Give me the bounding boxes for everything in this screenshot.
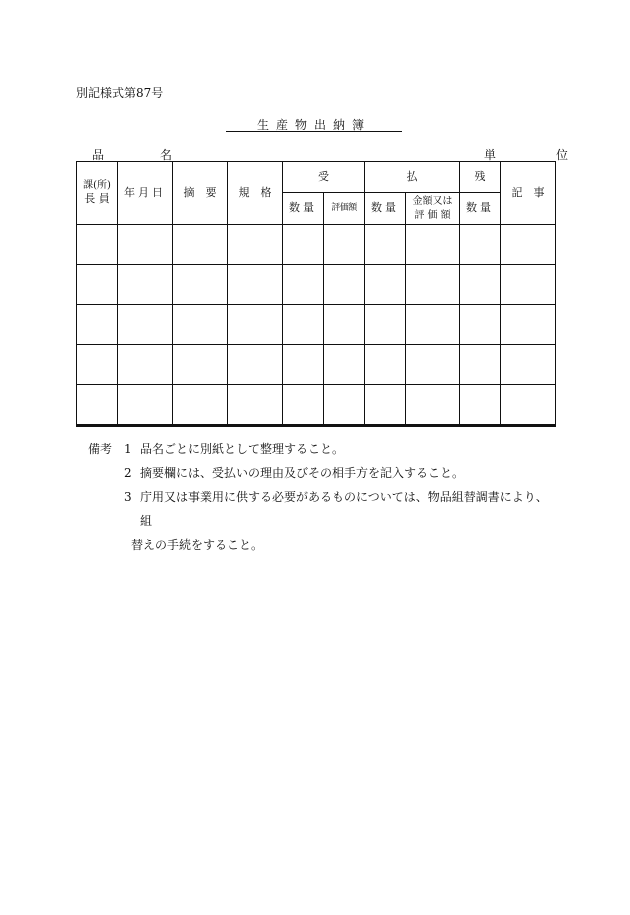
table-cell[interactable] — [228, 305, 283, 345]
table-cell[interactable] — [77, 345, 118, 385]
header-pay-amount-line2: 評 価 額 — [414, 209, 451, 221]
table-cell[interactable] — [283, 385, 324, 426]
table-cell[interactable] — [118, 305, 173, 345]
table-cell[interactable] — [118, 225, 173, 265]
table-cell[interactable] — [77, 225, 118, 265]
table-cell[interactable] — [501, 265, 556, 305]
table-cell[interactable] — [324, 305, 365, 345]
header-pay-amount-line1: 金額又は — [412, 196, 453, 207]
table-cell[interactable] — [283, 265, 324, 305]
table-cell[interactable] — [173, 305, 228, 345]
ledger-table — [76, 161, 556, 427]
note-number: 2 — [124, 466, 132, 480]
header-kacho-line1: 課(所) — [83, 179, 111, 191]
table-cell[interactable] — [365, 265, 406, 305]
note-text: 摘要欄には、受払いの理由及びその相手方を記入すること。 — [140, 466, 465, 480]
table-cell[interactable] — [228, 225, 283, 265]
header-balance: 残 — [460, 162, 501, 193]
table-row — [77, 385, 556, 426]
header-receive: 受 — [283, 162, 365, 193]
table-cell[interactable] — [118, 385, 173, 426]
table-row — [77, 345, 556, 385]
page-title: 生産物出納簿 — [256, 118, 371, 132]
table-cell[interactable] — [406, 265, 460, 305]
header-spec: 規 格 — [228, 162, 283, 225]
table-cell[interactable] — [324, 225, 365, 265]
header-pay: 払 — [365, 162, 460, 193]
header-pay-quantity: 数量 — [365, 193, 406, 225]
table-cell[interactable] — [406, 385, 460, 426]
table-cell[interactable] — [365, 305, 406, 345]
note-number: 3 — [124, 490, 132, 504]
title-underline — [226, 131, 402, 132]
header-balance-quantity: 数量 — [460, 193, 501, 225]
table-cell[interactable] — [365, 225, 406, 265]
table-cell[interactable] — [283, 345, 324, 385]
header-row-1 — [77, 162, 556, 193]
note-continuation: 替えの手続をすること。 — [131, 538, 264, 552]
table-cell[interactable] — [228, 265, 283, 305]
table-cell[interactable] — [118, 345, 173, 385]
table-cell[interactable] — [460, 265, 501, 305]
table-cell[interactable] — [406, 305, 460, 345]
table-cell[interactable] — [118, 265, 173, 305]
header-remarks: 記 事 — [501, 162, 556, 225]
table-cell[interactable] — [77, 385, 118, 426]
notes — [88, 437, 558, 557]
table-cell[interactable] — [365, 385, 406, 426]
header-pay-amount — [406, 193, 460, 225]
table-row — [77, 305, 556, 345]
note-item — [88, 485, 558, 533]
table-cell[interactable] — [324, 265, 365, 305]
unit-label: 単 位 — [484, 148, 593, 162]
table-cell[interactable] — [406, 345, 460, 385]
table-cell[interactable] — [324, 385, 365, 426]
table-cell[interactable] — [406, 225, 460, 265]
table-cell[interactable] — [460, 345, 501, 385]
table-cell[interactable] — [501, 345, 556, 385]
table-cell[interactable] — [460, 385, 501, 426]
header-summary: 摘 要 — [173, 162, 228, 225]
note-item — [88, 437, 558, 461]
header-kacho — [77, 162, 118, 225]
table-cell[interactable] — [501, 225, 556, 265]
table-cell[interactable] — [460, 225, 501, 265]
notes-heading: 備考 — [88, 442, 113, 456]
table-cell[interactable] — [365, 345, 406, 385]
table-cell[interactable] — [460, 305, 501, 345]
note-text: 品名ごとに別紙として整理すること。 — [140, 442, 345, 456]
table-cell[interactable] — [228, 385, 283, 426]
table-cell[interactable] — [324, 345, 365, 385]
table-cell[interactable] — [77, 305, 118, 345]
table-cell[interactable] — [173, 225, 228, 265]
table-cell[interactable] — [77, 265, 118, 305]
note-text: 庁用又は事業用に供する必要があるものについては、物品組替調書により、組 — [140, 490, 548, 528]
form-number: 別記様式第87号 — [76, 86, 164, 100]
table-row — [77, 265, 556, 305]
header-date: 年月日 — [118, 162, 173, 225]
table-cell[interactable] — [501, 305, 556, 345]
note-number: 1 — [124, 442, 132, 456]
item-name-label: 品 名 — [92, 148, 195, 162]
header-kacho-line2: 長 員 — [84, 192, 110, 206]
table-cell[interactable] — [228, 345, 283, 385]
table-row — [77, 225, 556, 265]
header-receive-quantity: 数量 — [283, 193, 324, 225]
table-cell[interactable] — [173, 385, 228, 426]
table-cell[interactable] — [283, 305, 324, 345]
table-cell[interactable] — [173, 345, 228, 385]
table-cell[interactable] — [173, 265, 228, 305]
header-receive-valuation: 評価額 — [324, 193, 365, 225]
table-cell[interactable] — [501, 385, 556, 426]
note-item — [88, 461, 558, 485]
table-cell[interactable] — [283, 225, 324, 265]
